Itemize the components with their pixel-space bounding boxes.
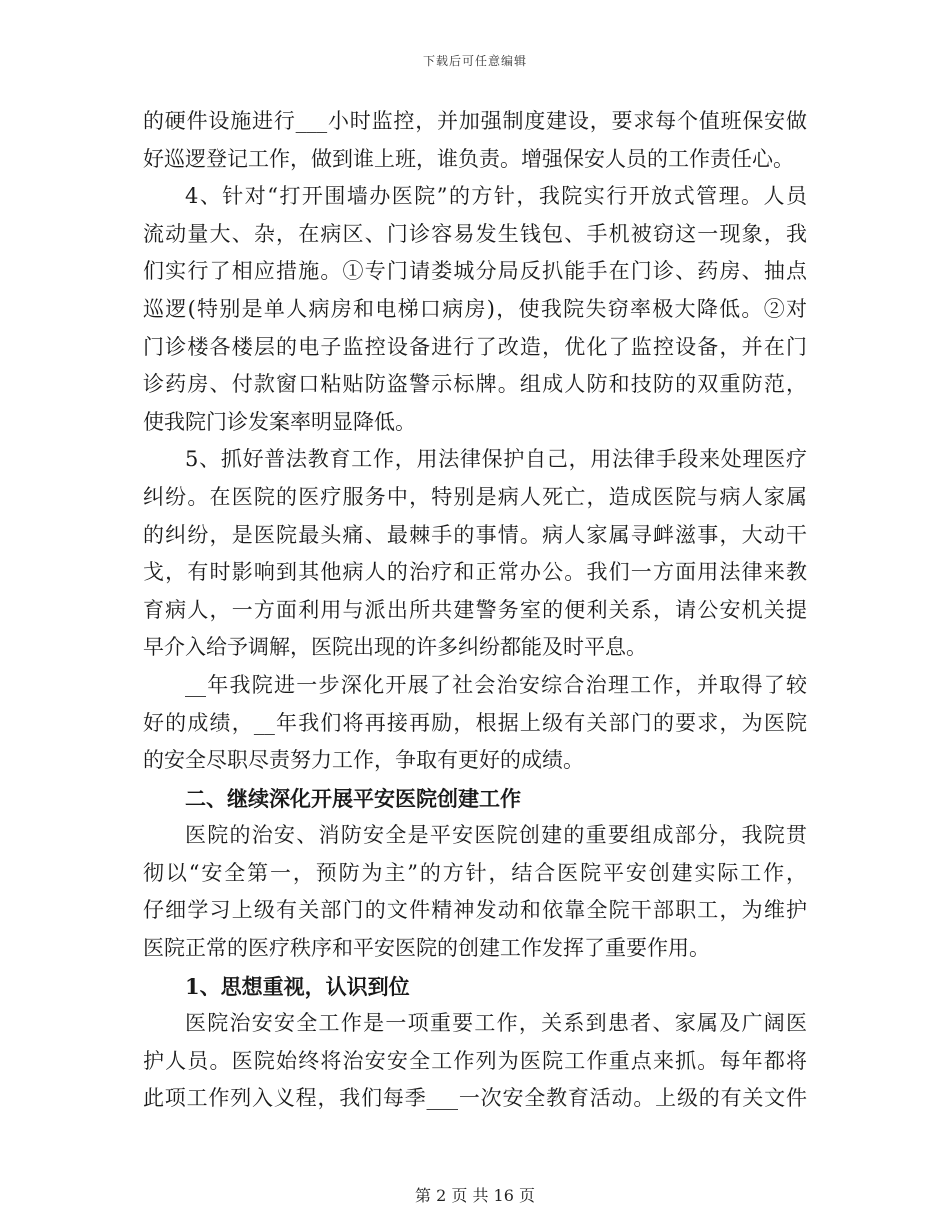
- page-number: 第 2 页 共 16 页: [415, 1186, 535, 1205]
- text-line: 纠纷。在医院的医疗服务中，特别是病人死亡，造成医院与病人家属: [143, 484, 807, 509]
- paragraph-item-5: [143, 441, 807, 667]
- text-line: 育病人，一方面利用与派出所共建警务室的便利关系，请公安机关提: [143, 597, 807, 622]
- text-line: 彻以“安全第一，预防为主”的方针，结合医院平安创建实际工作，: [143, 860, 807, 885]
- text-line: 医院正常的医疗秩序和平安医院的创建工作发挥了重要作用。: [143, 936, 710, 961]
- text-line: __年我院进一步深化开展了社会治安综合治理工作，并取得了较: [185, 672, 807, 697]
- text-line: 的安全尽职尽责努力工作，争取有更好的成绩。: [143, 748, 584, 773]
- text-line: 5、抓好普法教育工作，用法律保护自己，用法律手段来处理医疗: [185, 447, 807, 472]
- text-line: 流动量大、杂，在病区、门诊容易发生钱包、手机被窃这一现象，我: [143, 221, 807, 246]
- paragraph-continuation: [143, 103, 807, 178]
- section-heading: [143, 780, 807, 818]
- text-line: 戈，有时影响到其他病人的治疗和正常办公。我们一方面用法律来教: [143, 560, 807, 585]
- text-line: 的纠纷，是医院最头痛、最棘手的事情。病人家属寻衅滋事，大动干: [143, 522, 807, 547]
- text-line: 此项工作列入义程，我们每季___一次安全教育活动。上级的有关文件: [143, 1086, 807, 1111]
- text-line: 仔细学习上级有关部门的文件精神发动和依靠全院干部职工，为维护: [143, 898, 807, 923]
- text-line: 好巡逻登记工作，做到谁上班，谁负责。增强保安人员的工作责任心。: [143, 146, 794, 171]
- paragraph-subsection-1-body: [143, 1005, 807, 1118]
- text-line: 诊药房、付款窗口粘贴防盗警示标牌。组成人防和技防的双重防范，: [143, 372, 807, 397]
- paragraph-section-2-intro: [143, 817, 807, 967]
- text-line: 早介入给予调解，医院出现的许多纠纷都能及时平息。: [143, 635, 647, 660]
- section-2-title: 二、继续深化开展平安医院创建工作: [185, 785, 521, 811]
- text-line: 4、针对“打开围墙办医院”的方针，我院实行开放式管理。人员: [185, 184, 807, 209]
- header-note: 下载后可任意编辑: [422, 54, 527, 68]
- paragraph-summary: [143, 667, 807, 780]
- text-line: 医院治安安全工作是一项重要工作，关系到患者、家属及广阔医: [185, 1011, 807, 1036]
- paragraph-item-4: [143, 178, 807, 441]
- subsection-heading: [143, 968, 807, 1006]
- document-body: [143, 103, 807, 1118]
- text-line: 好的成绩，__年我们将再接再励，根据上级有关部门的要求，为医院: [143, 710, 807, 735]
- text-line: 们实行了相应措施。①专门请娄城分局反扒能手在门诊、药房、抽点: [143, 259, 807, 284]
- subsection-1-title: 1、思想重视，认识到位: [185, 973, 410, 999]
- text-line: 使我院门诊发案率明显降低。: [143, 409, 416, 434]
- text-line: 医院的治安、消防安全是平安医院创建的重要组成部分，我院贯: [185, 823, 807, 848]
- text-line: 门诊楼各楼层的电子监控设备进行了改造，优化了监控设备，并在门: [143, 334, 807, 359]
- text-line: 巡逻(特别是单人病房和电梯口病房)，使我院失窃率极大降低。②对: [143, 296, 807, 321]
- text-line: 的硬件设施进行___小时监控，并加强制度建设，要求每个值班保安做: [143, 109, 807, 133]
- text-line: 护人员。医院始终将治安安全工作列为医院工作重点来抓。每年都将: [143, 1048, 807, 1073]
